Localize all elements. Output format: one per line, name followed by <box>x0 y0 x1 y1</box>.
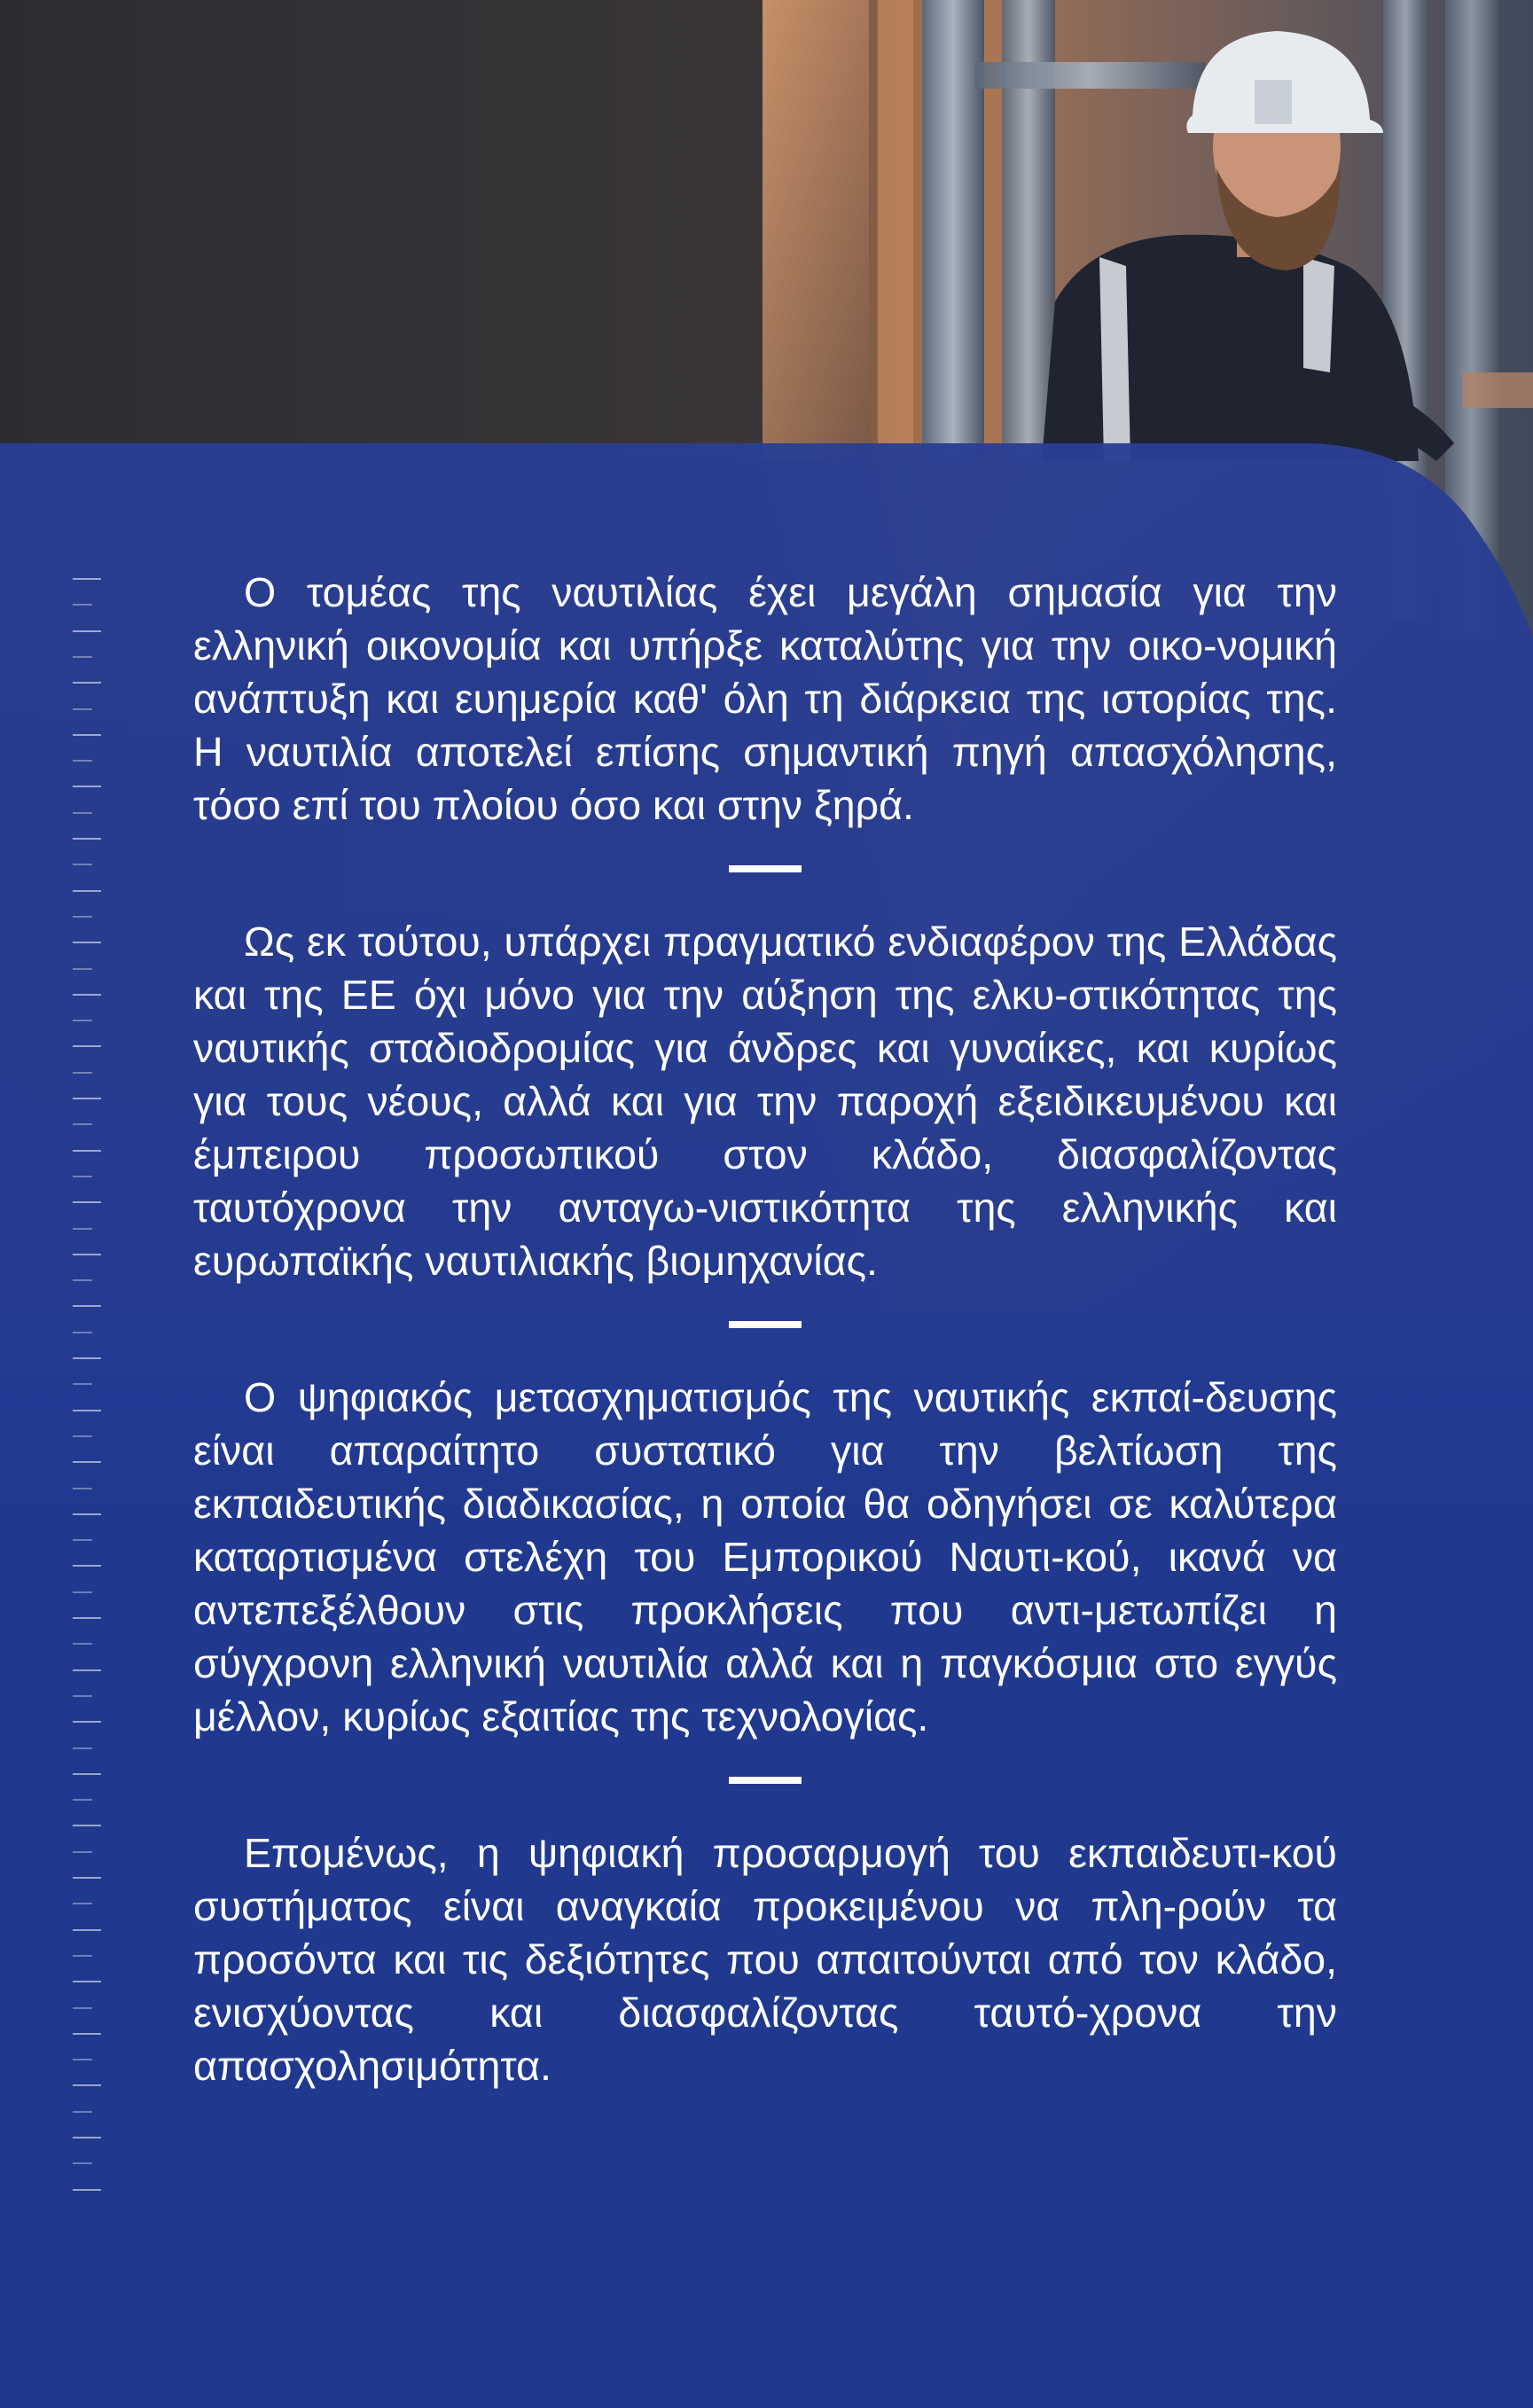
ruler-tick <box>73 916 92 918</box>
ruler-tick <box>73 1045 101 1047</box>
ruler-tick <box>73 994 101 996</box>
ruler-tick <box>73 1643 92 1645</box>
ruler-tick <box>73 1617 101 1619</box>
ruler-tick <box>73 1981 101 1982</box>
ruler-tick <box>73 1201 101 1203</box>
section-divider <box>729 1777 802 1784</box>
ruler-tick <box>73 1410 101 1411</box>
ruler-tick <box>73 2084 101 2086</box>
ruler-tick <box>73 682 101 684</box>
ruler-tick <box>73 734 101 736</box>
ruler-tick <box>73 1123 92 1125</box>
ruler-tick <box>73 2007 92 2009</box>
ruler-tick <box>73 1929 101 1931</box>
article-body <box>193 566 1337 2092</box>
ruler-tick <box>73 1176 92 1177</box>
ruler-tick <box>73 1228 92 1230</box>
ruler-tick <box>73 1279 92 1281</box>
ruler-tick <box>73 1565 101 1567</box>
ruler-tick <box>73 760 92 762</box>
ruler-tick <box>73 1305 101 1307</box>
ruler-tick <box>73 1488 92 1489</box>
ruler-tick <box>73 812 92 814</box>
ruler-tick <box>73 838 101 840</box>
ruler-tick <box>73 1695 92 1697</box>
ruler-tick <box>73 1020 92 1021</box>
ruler-tick <box>73 1539 92 1541</box>
ruler-tick <box>73 1072 92 1074</box>
ruler-tick <box>73 1254 101 1255</box>
ruler-tick <box>73 1513 101 1515</box>
section-divider <box>729 865 802 872</box>
ruler-tick <box>73 708 92 710</box>
ruler-tick <box>73 968 92 970</box>
paragraph-3: Ο ψηφιακός μετασχηματισμός της ναυτικής εκπαί-δευσης είναι απαραίτητο συστατικό για την βελτίωση της εκπαιδευτικής διαδικασίας, η οποία θα οδηγήσει σε καλύτερα καταρτισμένα στελέχη του Εμπορικού Ναυτι-κού, ικανά να αντεπεξέλθουν στις προκλήσεις που αντι-μετωπίζει η σύγχρονη ελληνική ναυτιλία αλλά και η παγκόσμια στο εγγύς μέλλον, κυρίως εξαιτίας της τεχνολογίας. <box>193 1374 1337 1740</box>
paragraph-2: Ως εκ τούτου, υπάρχει πραγματικό ενδιαφέρον της Ελλάδας και της ΕΕ όχι μόνο για την αύξηση της ελκυ-στικότητας της ναυτικής σταδιοδρομίας για άνδρες και γυναίκες, και κυρίως για τους νέους, αλλά και για την παροχή εξειδικευμένου και έμπειρου προσωπικού στον κλάδο, διασφαλίζοντας ταυτόχρονα την ανταγω-νιστικότητα της ελληνικής και ευρωπαϊκής ναυτιλιακής βιομηχανίας. <box>193 919 1337 1284</box>
ruler-tick <box>73 1903 92 1904</box>
ruler-tick <box>73 942 101 943</box>
ruler-tick <box>73 2162 92 2164</box>
ruler-tick <box>73 1383 92 1385</box>
ruler-tick <box>73 2033 101 2035</box>
ruler-tick <box>73 604 92 606</box>
ruler-tick <box>73 2189 101 2191</box>
ruler-tick <box>73 1150 101 1152</box>
ruler-tick <box>73 656 92 658</box>
ruler-tick <box>73 1357 101 1359</box>
ruler-tick <box>73 2111 92 2113</box>
left-ruler-decoration <box>73 578 103 2201</box>
ruler-tick <box>73 2059 92 2060</box>
ruler-tick <box>73 1332 92 1333</box>
section-divider <box>729 1321 802 1328</box>
ruler-tick <box>73 864 92 865</box>
ruler-tick <box>73 1747 92 1749</box>
ruler-tick <box>73 1799 92 1801</box>
ruler-tick <box>73 1669 101 1671</box>
ruler-tick <box>73 890 101 892</box>
ruler-tick <box>73 1435 92 1437</box>
ruler-tick <box>73 630 101 632</box>
ruler-tick <box>73 578 101 580</box>
ruler-tick <box>73 786 101 787</box>
ruler-tick <box>73 1955 92 1957</box>
ruler-tick <box>73 1773 101 1775</box>
ruler-tick <box>73 2137 101 2138</box>
paragraph-1: Ο τομέας της ναυτιλίας έχει μεγάλη σημασία για την ελληνική οικονομία και υπήρξε καταλύτης για την οικο-νομική ανάπτυξη και ευημερία καθ' όλη τη διάρκεια της ιστορίας της. Η ναυτιλία αποτελεί επίσης σημαντική πηγή απασχόλησης, τόσο επί του πλοίου όσο και στην ξηρά. <box>193 569 1337 828</box>
ruler-tick <box>73 1721 101 1723</box>
ruler-tick <box>73 1461 101 1463</box>
ruler-tick <box>73 1877 101 1879</box>
ruler-tick <box>73 1591 92 1593</box>
ruler-tick <box>73 1825 101 1826</box>
ruler-tick <box>73 1098 101 1099</box>
ruler-tick <box>73 1851 92 1853</box>
paragraph-4: Επομένως, η ψηφιακή προσαρμογή του εκπαιδευτι-κού συστήματος είναι αναγκαία προκειμένου να πλη-ρούν τα προσόντα και τις δεξιότητες που απαιτούνται από τον κλάδο, ενισχύοντας και διασφαλίζοντας ταυτό-χρονα την απασχολησιμότητα. <box>193 1830 1337 2089</box>
